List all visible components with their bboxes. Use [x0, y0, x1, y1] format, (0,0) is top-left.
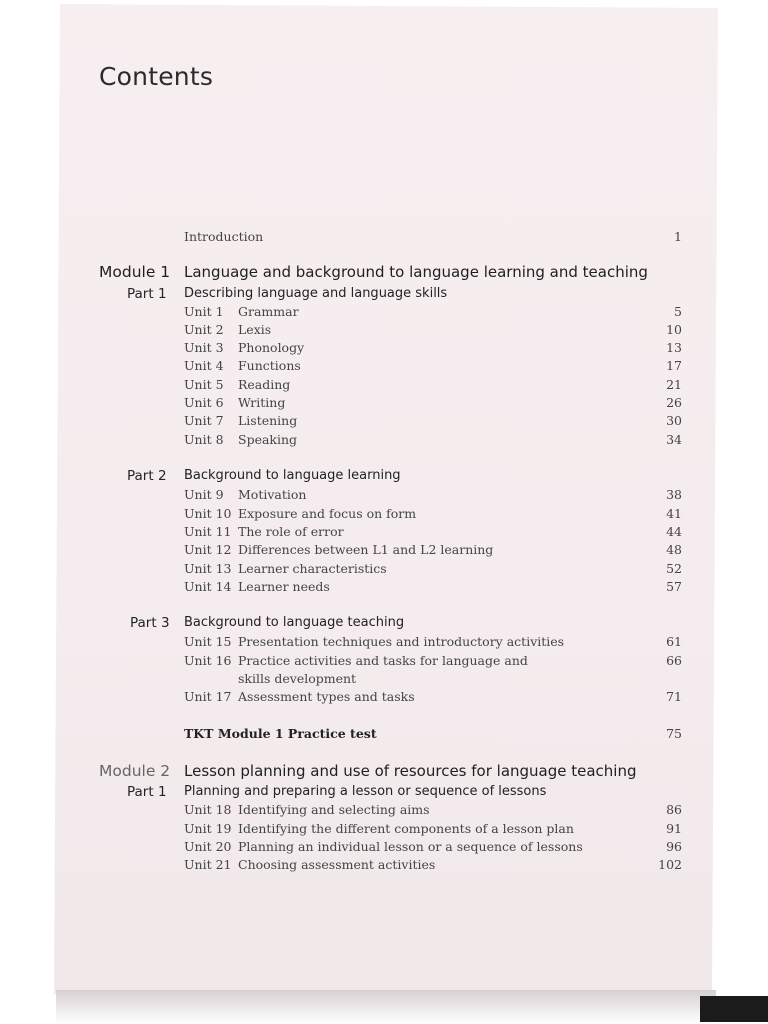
unit-title: Grammar — [238, 304, 299, 319]
unit-number: Unit 12 — [184, 542, 232, 557]
unit-page: 48 — [666, 542, 682, 557]
module-2-part-1-title: Planning and preparing a lesson or sequence of lessons — [184, 784, 547, 799]
unit-page: 96 — [666, 839, 682, 854]
unit-number: Unit 4 — [184, 358, 224, 373]
unit-number: Unit 1 — [184, 304, 224, 319]
unit-title: Speaking — [238, 432, 298, 447]
unit-title: Exposure and focus on form — [238, 506, 417, 521]
unit-number: Unit 9 — [184, 487, 224, 502]
module-1-label: Module 1 — [99, 263, 171, 281]
unit-title: Writing — [238, 395, 286, 410]
unit-title-continued: skills development — [238, 671, 357, 686]
unit-page: 66 — [666, 653, 682, 668]
unit-title: Identifying the different components of a lesson plan — [238, 821, 574, 836]
unit-page: 86 — [666, 802, 682, 817]
unit-number: Unit 11 — [184, 524, 232, 539]
unit-title: The role of error — [238, 524, 344, 539]
unit-page: 38 — [666, 487, 682, 502]
unit-page: 41 — [666, 506, 682, 521]
module-1-title: Language and background to language learning and teaching — [184, 263, 648, 281]
unit-number: Unit 21 — [184, 857, 232, 872]
unit-title: Reading — [238, 377, 291, 392]
unit-title: Choosing assessment activities — [238, 857, 436, 872]
page-title: Contents — [99, 62, 214, 91]
unit-number: Unit 17 — [184, 689, 232, 704]
unit-number: Unit 13 — [184, 561, 232, 576]
unit-title: Identifying and selecting aims — [238, 802, 430, 817]
unit-page: 34 — [666, 432, 682, 447]
unit-number: Unit 14 — [184, 579, 232, 594]
unit-page: 21 — [666, 377, 682, 392]
module-2-part-1-label: Part 1 — [127, 784, 167, 800]
unit-title: Practice activities and tasks for language and — [238, 653, 528, 668]
unit-number: Unit 19 — [184, 821, 232, 836]
unit-title: Learner needs — [238, 579, 330, 594]
unit-number: Unit 15 — [184, 634, 232, 649]
unit-page: 44 — [666, 524, 682, 539]
part-2-label: Part 2 — [127, 468, 167, 484]
unit-title: Functions — [238, 358, 301, 373]
unit-page: 91 — [666, 821, 682, 836]
unit-number: Unit 2 — [184, 322, 224, 337]
unit-title: Presentation techniques and introductory activities — [238, 634, 565, 649]
part-3-title: Background to language teaching — [184, 615, 405, 630]
unit-page: 52 — [666, 561, 682, 576]
unit-page: 26 — [666, 395, 682, 410]
unit-title: Lexis — [238, 322, 272, 337]
part-1-label: Part 1 — [127, 286, 167, 302]
practice-test-page: 75 — [666, 726, 682, 741]
intro-label: Introduction — [184, 229, 264, 244]
unit-title: Learner characteristics — [238, 561, 387, 576]
unit-title: Listening — [238, 413, 298, 428]
module-2-label: Module 2 — [99, 762, 171, 780]
unit-page: 13 — [666, 340, 682, 355]
part-3-label: Part 3 — [130, 615, 170, 631]
unit-number: Unit 20 — [184, 839, 232, 854]
unit-page: 17 — [666, 358, 682, 373]
part-1-title: Describing language and language skills — [184, 286, 448, 301]
unit-number: Unit 5 — [184, 377, 224, 392]
unit-title: Planning an individual lesson or a sequence of lessons — [238, 839, 583, 854]
unit-page: 10 — [666, 322, 682, 337]
unit-number: Unit 18 — [184, 802, 232, 817]
unit-number: Unit 10 — [184, 506, 232, 521]
intro-page: 1 — [674, 229, 682, 244]
unit-page: 30 — [666, 413, 682, 428]
unit-number: Unit 8 — [184, 432, 224, 447]
practice-test-label: TKT Module 1 Practice test — [184, 726, 377, 741]
unit-title: Assessment types and tasks — [238, 689, 415, 704]
unit-page: 5 — [674, 304, 682, 319]
module-2-title: Lesson planning and use of resources for language teaching — [184, 762, 637, 780]
unit-page: 71 — [666, 689, 682, 704]
unit-number: Unit 16 — [184, 653, 232, 668]
unit-page: 61 — [666, 634, 682, 649]
part-2-title: Background to language learning — [184, 468, 401, 483]
unit-number: Unit 3 — [184, 340, 224, 355]
unit-page: 57 — [666, 579, 682, 594]
unit-number: Unit 7 — [184, 413, 224, 428]
unit-title: Differences between L1 and L2 learning — [238, 542, 494, 557]
unit-page: 102 — [658, 857, 682, 872]
unit-number: Unit 6 — [184, 395, 224, 410]
unit-title: Phonology — [238, 340, 305, 355]
unit-title: Motivation — [238, 487, 307, 502]
